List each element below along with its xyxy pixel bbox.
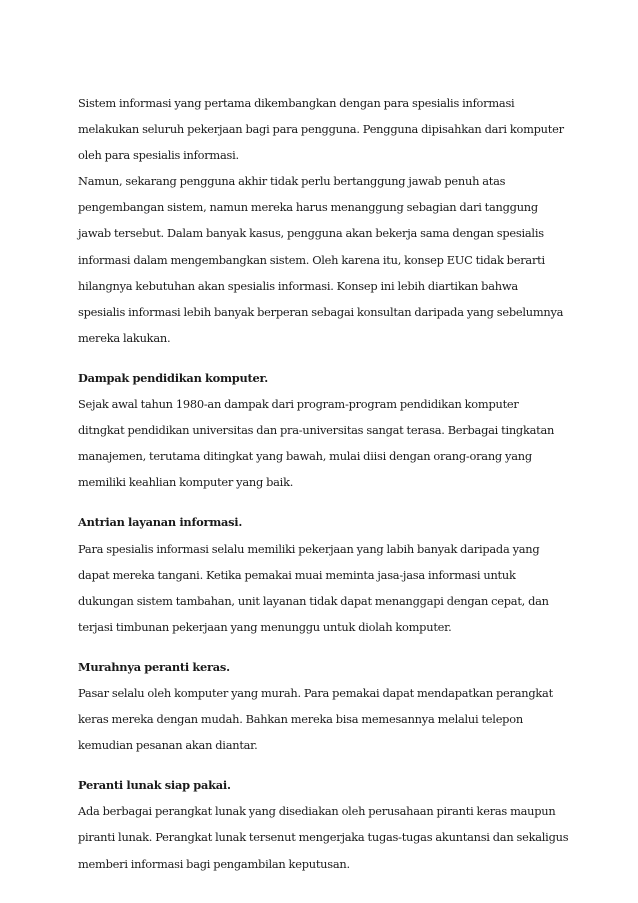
section-heading: Peranti lunak siap pakai. xyxy=(78,778,231,793)
text-line: Namun, sekarang pengguna akhir tidak perlu bertanggung jawab penuh atas xyxy=(78,174,506,189)
text-line: oleh para spesialis informasi. xyxy=(78,148,239,163)
text-line: dukungan sistem tambahan, unit layanan tidak dapat menanggapi dengan cepat, dan xyxy=(78,593,549,608)
document-page xyxy=(78,96,573,883)
text-line: Ada berbagai perangkat lunak yang disediakan oleh perusahaan piranti keras maupun xyxy=(78,804,556,819)
text-line: Sistem informasi yang pertama dikembangkan dengan para spesialis informasi xyxy=(78,96,515,110)
text-line: spesialis informasi lebih banyak berperan sebagai konsultan daripada yang sebelumnya xyxy=(78,304,564,319)
text-line: informasi dalam mengembangkan sistem. Oleh karena itu, konsep EUC tidak berarti xyxy=(78,252,545,267)
text-line: hilangnya kebutuhan akan spesialis informasi. Konsep ini lebih diartikan bahwa xyxy=(78,278,518,293)
paragraph-gap xyxy=(78,646,573,660)
section-peranti-lunak xyxy=(78,778,573,882)
text-line: piranti lunak. Perangkat lunak tersenut mengerjaka tugas-tugas akuntansi dan sekaligus xyxy=(78,830,569,845)
text-line: Para spesialis informasi selalu memiliki pekerjaan yang labih banyak daripada yang xyxy=(78,541,540,556)
text-line: manajemen, terutama ditingkat yang bawah, mulai diisi dengan orang-orang yang xyxy=(78,449,532,464)
text-line: Pasar selalu oleh komputer yang murah. Para pemakai dapat mendapatkan perangkat xyxy=(78,685,553,700)
section-antrian xyxy=(78,515,573,645)
text-line: mereka lakukan. xyxy=(78,330,171,345)
text-line: memiliki keahlian komputer yang baik. xyxy=(78,475,294,490)
text-line: jawab tersebut. Dalam banyak kasus, pengguna akan bekerja sama dengan spesialis xyxy=(78,226,544,241)
paragraph-gap xyxy=(78,501,573,515)
paragraph-gap xyxy=(78,764,573,778)
text-line: kemudian pesanan akan diantar. xyxy=(78,738,258,753)
text-line: pengembangan sistem, namun mereka harus menanggung sebagian dari tanggung xyxy=(78,200,538,215)
section-heading: Antrian layanan informasi. xyxy=(78,515,243,530)
text-line: melakukan seluruh pekerjaan bagi para pengguna. Pengguna dipisahkan dari komputer xyxy=(78,122,564,137)
section-murahnya xyxy=(78,660,573,764)
text-line: terjasi timbunan pekerjaan yang menunggu untuk diolah komputer. xyxy=(78,619,452,634)
text-line: Sejak awal tahun 1980-an dampak dari program-program pendidikan komputer xyxy=(78,397,519,412)
section-heading: Murahnya peranti keras. xyxy=(78,659,230,674)
section-dampak xyxy=(78,371,573,501)
text-line: memberi informasi bagi pengambilan keputusan. xyxy=(78,856,350,871)
text-line: dapat mereka tangani. Ketika pemakai muai meminta jasa-jasa informasi untuk xyxy=(78,567,516,582)
text-line: ditngkat pendidikan universitas dan pra-universitas sangat terasa. Berbagai tingkatan xyxy=(78,423,555,438)
paragraph-gap xyxy=(78,357,573,371)
section-heading: Dampak pendidikan komputer. xyxy=(78,370,268,385)
text-line: keras mereka dengan mudah. Bahkan mereka bisa memesannya melalui telepon xyxy=(78,712,523,727)
intro-paragraph xyxy=(78,96,573,357)
